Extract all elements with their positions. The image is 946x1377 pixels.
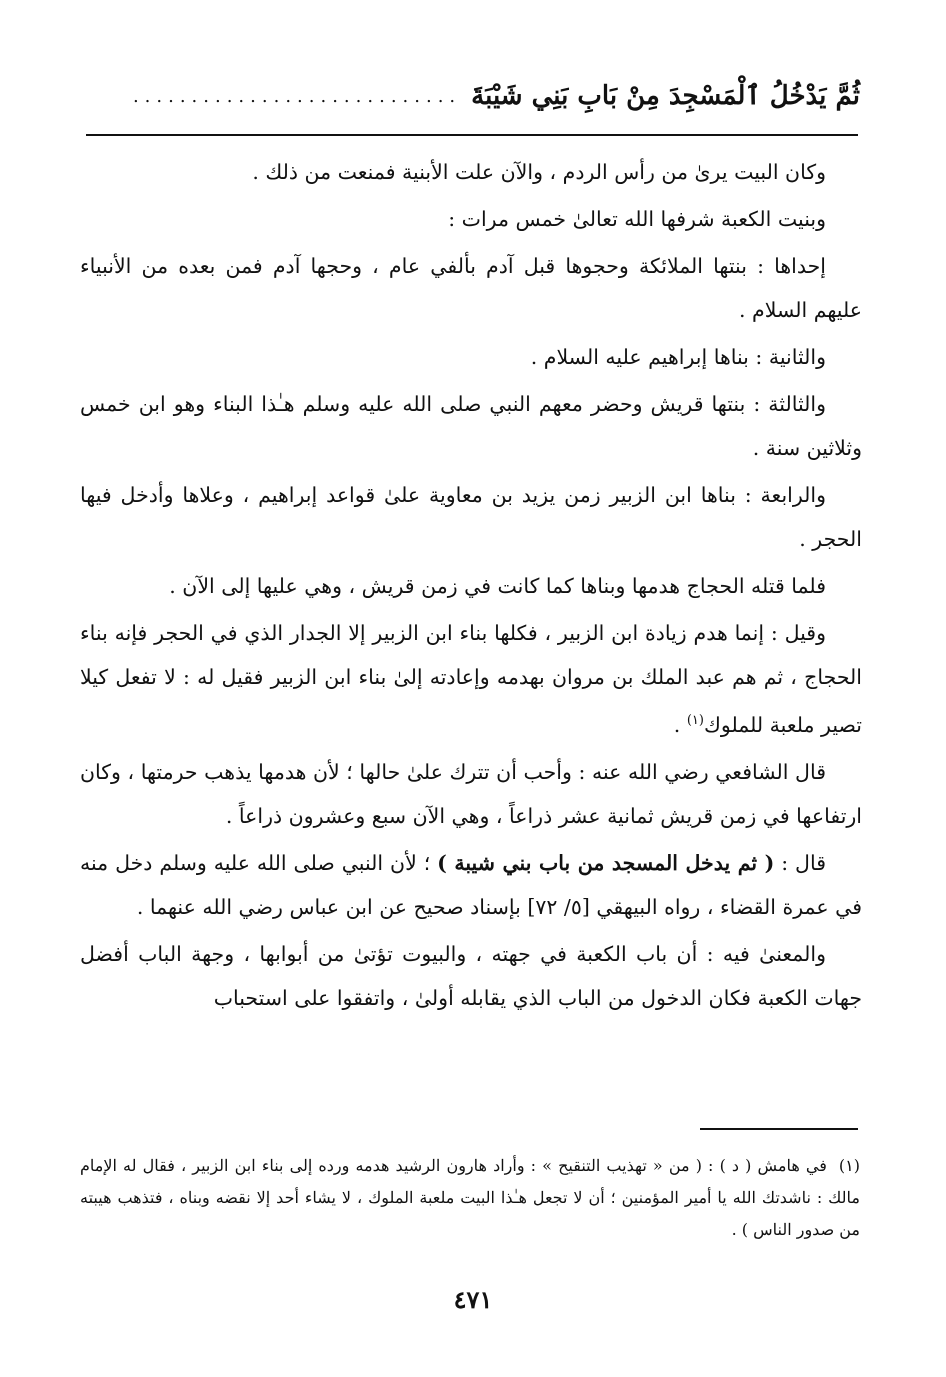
page-number: ٤٧١ xyxy=(453,1285,493,1314)
paragraph-4: والثانية : بناها إبراهيم عليه السلام . xyxy=(530,345,826,369)
paragraph-8 xyxy=(80,611,862,747)
footnote-reference[interactable]: (١) xyxy=(686,713,704,728)
paragraph-8-text: وقيل : إنما هدم زيادة ابن الزبير ، فكلها بناء ابن الزبير إلا الجدار الذي في الحجر فإنه بناء الحجاج ، ثم هم عبد الملك بن مروان بهدمه وإعادته إلىٰ بناء ابن الزبير فقيل له : لا تفعل كيلا تصير ملعبة للملوك xyxy=(80,621,862,737)
running-header-dots: ............................ xyxy=(132,85,462,107)
main-text xyxy=(80,150,862,1023)
paragraph-10-start: قال : xyxy=(774,850,826,875)
header-rule xyxy=(86,134,858,136)
paragraph-7: فلما قتله الحجاج هدمها وبناها كما كانت في زمن قريش ، وهي عليها إلى الآن . xyxy=(169,574,826,598)
footnote xyxy=(80,1150,860,1246)
paragraph-11: والمعنىٰ فيه : أن باب الكعبة في جهته ، والبيوت تؤتىٰ من أبوابها ، وجهة الباب أفضل جهات الكعبة فكان الدخول من الباب الذي يقابله أولىٰ ، واتفقوا على استحباب xyxy=(80,941,862,1010)
footnote-text: في هامش ( د ) : ( من « تهذيب التنقيح » : وأراد هارون الرشيد هدمه ورده إلى بناء ابن الزبير ، فقال له الإمام مالك : ناشدتك الله يا أمير المؤمنين ؛ أن لا تجعل هـٰذا البيت ملعبة الملوك ، لا يشاء أحد إلا نقضه وبناه ، فتذهب هيبته من صدور الناس ) . xyxy=(80,1156,860,1239)
paragraph-5: والثالثة : بنتها قريش وحضر معهم النبي صلى الله عليه وسلم هـٰذا البناء وهو ابن خمس وثلاثين سنة . xyxy=(80,392,862,460)
matn-quote: ( ثم يدخل المسجد من باب بني شيبة ) xyxy=(437,850,775,875)
paragraph-3: إحداها : بنتها الملائكة وحجوها قبل آدم بألفي عام ، وحجها آدم فمن بعده من الأنبياء عليهم السلام . xyxy=(80,254,862,322)
paragraph-6: والرابعة : بناها ابن الزبير زمن يزيد بن معاوية علىٰ قواعد إبراهيم ، وعلاها وأدخل فيها الحجر . xyxy=(80,483,862,551)
paragraph-1: وكان البيت يرىٰ من رأس الردم ، والآن علت الأبنية فمنعت من ذلك . xyxy=(252,160,826,184)
paragraph-9: قال الشافعي رضي الله عنه : وأحب أن تترك علىٰ حالها ؛ لأن هدمها يذهب حرمتها ، وكان ارتفاعها في زمن قريش ثمانية عشر ذراعاً ، وهي الآن سبع وعشرون ذراعاً . xyxy=(80,759,862,828)
paragraph-2: وبنيت الكعبة شرفها الله تعالىٰ خمس مرات : xyxy=(448,207,826,231)
paragraph-10-rest: ؛ لأن النبي صلى الله عليه وسلم دخل منه في عمرة القضاء ، رواه البيهقي [٥/ ٧٢] بإسناد صحيح عن ابن عباس رضي الله عنهما . xyxy=(80,850,862,919)
running-header-title: ثُمَّ يَدْخُلُ ٱلْمَسْجِدَ مِنْ بَابِ بَنِي شَيْبَةَ xyxy=(471,81,860,111)
paragraph-10 xyxy=(80,841,862,929)
paragraph-8-end: . xyxy=(673,712,687,737)
footnote-rule xyxy=(700,1128,858,1130)
running-header xyxy=(80,72,860,120)
footnote-number: (١) xyxy=(838,1156,860,1175)
